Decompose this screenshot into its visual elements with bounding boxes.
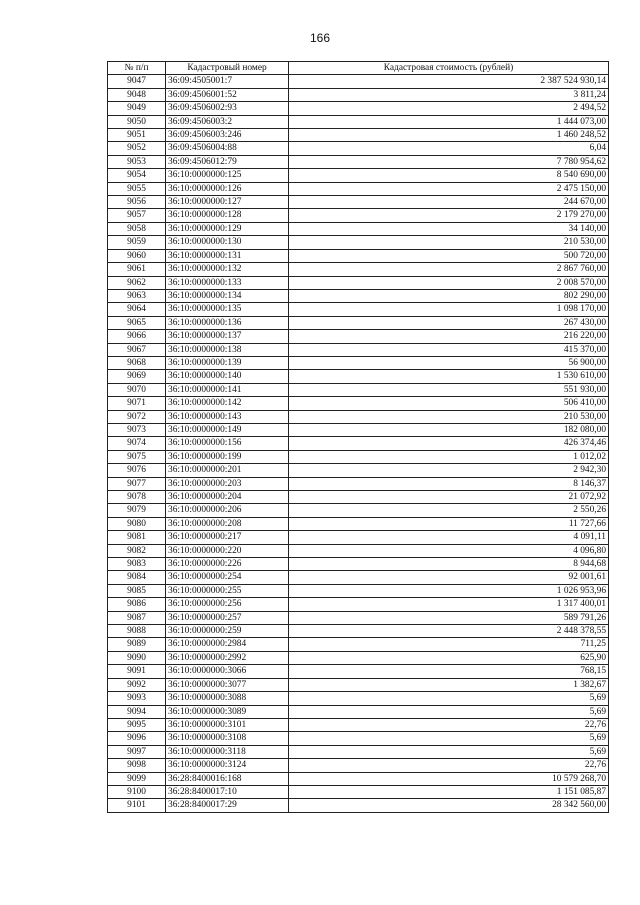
cadastral-number-cell: 36:10:0000000:3066 xyxy=(166,665,289,678)
table-row xyxy=(108,289,609,302)
cadastral-value-cell: 34 140,00 xyxy=(289,222,609,235)
row-number-cell: 9058 xyxy=(108,222,166,235)
row-number-cell: 9080 xyxy=(108,517,166,530)
cadastral-value-cell: 216 220,00 xyxy=(289,330,609,343)
cadastral-value-cell: 2 942,30 xyxy=(289,464,609,477)
cadastral-number-cell: 36:10:0000000:3108 xyxy=(166,732,289,745)
header-cadastral-value: Кадастровая стоимость (рублей) xyxy=(289,62,609,75)
cadastral-value-cell: 1 382,67 xyxy=(289,678,609,691)
cadastral-number-cell: 36:10:0000000:130 xyxy=(166,236,289,249)
cadastral-value-cell: 5,69 xyxy=(289,692,609,705)
cadastral-number-cell: 36:10:0000000:2984 xyxy=(166,638,289,651)
cadastral-value-cell: 506 410,00 xyxy=(289,397,609,410)
cadastral-number-cell: 36:09:4506003:2 xyxy=(166,115,289,128)
table-row xyxy=(108,772,609,785)
cadastral-number-cell: 36:09:4506012:79 xyxy=(166,155,289,168)
row-number-cell: 9059 xyxy=(108,236,166,249)
table-row xyxy=(108,370,609,383)
row-number-cell: 9064 xyxy=(108,303,166,316)
table-row xyxy=(108,584,609,597)
cadastral-value-cell: 3 811,24 xyxy=(289,88,609,101)
row-number-cell: 9079 xyxy=(108,504,166,517)
cadastral-value-cell: 22,76 xyxy=(289,718,609,731)
cadastral-value-cell: 92 001,61 xyxy=(289,571,609,584)
row-number-cell: 9091 xyxy=(108,665,166,678)
cadastral-value-cell: 56 900,00 xyxy=(289,356,609,369)
table-row xyxy=(108,182,609,195)
cadastral-value-cell: 6,04 xyxy=(289,142,609,155)
table-row xyxy=(108,330,609,343)
row-number-cell: 9100 xyxy=(108,785,166,798)
cadastral-number-cell: 36:10:0000000:199 xyxy=(166,450,289,463)
cadastral-value-cell: 8 146,37 xyxy=(289,477,609,490)
row-number-cell: 9068 xyxy=(108,356,166,369)
table-row xyxy=(108,638,609,651)
cadastral-value-cell: 4 091,11 xyxy=(289,531,609,544)
row-number-cell: 9051 xyxy=(108,129,166,142)
table-row xyxy=(108,437,609,450)
cadastral-value-cell: 802 290,00 xyxy=(289,289,609,302)
cadastral-number-cell: 36:10:0000000:208 xyxy=(166,517,289,530)
cadastral-value-cell: 5,69 xyxy=(289,745,609,758)
cadastral-value-cell: 768,15 xyxy=(289,665,609,678)
cadastral-value-cell: 8 540 690,00 xyxy=(289,169,609,182)
table-row xyxy=(108,423,609,436)
table-row xyxy=(108,142,609,155)
table-row xyxy=(108,236,609,249)
cadastral-number-cell: 36:10:0000000:142 xyxy=(166,397,289,410)
cadastral-number-cell: 36:09:4505001:7 xyxy=(166,75,289,88)
table-row xyxy=(108,504,609,517)
row-number-cell: 9072 xyxy=(108,410,166,423)
cadastral-number-cell: 36:10:0000000:133 xyxy=(166,276,289,289)
table-row xyxy=(108,249,609,262)
table-row xyxy=(108,410,609,423)
table-row xyxy=(108,678,609,691)
row-number-cell: 9095 xyxy=(108,718,166,731)
row-number-cell: 9047 xyxy=(108,75,166,88)
cadastral-number-cell: 36:10:0000000:254 xyxy=(166,571,289,584)
cadastral-value-cell: 28 342 560,00 xyxy=(289,799,609,812)
cadastral-number-cell: 36:10:0000000:139 xyxy=(166,356,289,369)
table-row xyxy=(108,263,609,276)
cadastral-number-cell: 36:10:0000000:131 xyxy=(166,249,289,262)
cadastral-number-cell: 36:10:0000000:140 xyxy=(166,370,289,383)
row-number-cell: 9056 xyxy=(108,196,166,209)
table-row xyxy=(108,611,609,624)
cadastral-value-cell: 1 460 248,52 xyxy=(289,129,609,142)
row-number-cell: 9073 xyxy=(108,423,166,436)
cadastral-number-cell: 36:10:0000000:138 xyxy=(166,343,289,356)
cadastral-number-cell: 36:10:0000000:3077 xyxy=(166,678,289,691)
row-number-cell: 9092 xyxy=(108,678,166,691)
cadastral-number-cell: 36:10:0000000:134 xyxy=(166,289,289,302)
table-row xyxy=(108,129,609,142)
row-number-cell: 9048 xyxy=(108,88,166,101)
cadastral-value-cell: 22,76 xyxy=(289,759,609,772)
cadastral-value-cell: 11 727,66 xyxy=(289,517,609,530)
row-number-cell: 9085 xyxy=(108,584,166,597)
table-row xyxy=(108,169,609,182)
cadastral-value-cell: 500 720,00 xyxy=(289,249,609,262)
table-row xyxy=(108,196,609,209)
cadastral-value-cell: 2 494,52 xyxy=(289,102,609,115)
cadastral-value-cell: 182 080,00 xyxy=(289,423,609,436)
row-number-cell: 9098 xyxy=(108,759,166,772)
cadastral-value-cell: 21 072,92 xyxy=(289,491,609,504)
table-row xyxy=(108,115,609,128)
row-number-cell: 9096 xyxy=(108,732,166,745)
cadastral-number-cell: 36:10:0000000:257 xyxy=(166,611,289,624)
cadastral-number-cell: 36:10:0000000:136 xyxy=(166,316,289,329)
table-row xyxy=(108,745,609,758)
table-row xyxy=(108,718,609,731)
table-row xyxy=(108,692,609,705)
cadastral-number-cell: 36:10:0000000:3118 xyxy=(166,745,289,758)
cadastral-number-cell: 36:09:4506003:246 xyxy=(166,129,289,142)
row-number-cell: 9099 xyxy=(108,772,166,785)
cadastral-number-cell: 36:10:0000000:204 xyxy=(166,491,289,504)
table-row xyxy=(108,759,609,772)
cadastral-number-cell: 36:10:0000000:220 xyxy=(166,544,289,557)
cadastral-value-cell: 1 026 953,96 xyxy=(289,584,609,597)
row-number-cell: 9078 xyxy=(108,491,166,504)
table-row xyxy=(108,665,609,678)
row-number-cell: 9089 xyxy=(108,638,166,651)
table-row xyxy=(108,558,609,571)
cadastral-value-table xyxy=(107,61,609,813)
cadastral-number-cell: 36:10:0000000:126 xyxy=(166,182,289,195)
cadastral-number-cell: 36:10:0000000:137 xyxy=(166,330,289,343)
table-row xyxy=(108,571,609,584)
cadastral-value-cell: 2 448 378,55 xyxy=(289,625,609,638)
cadastral-value-cell: 8 944,68 xyxy=(289,558,609,571)
page-number: 166 xyxy=(309,31,331,45)
cadastral-value-cell: 551 930,00 xyxy=(289,383,609,396)
row-number-cell: 9101 xyxy=(108,799,166,812)
table-row xyxy=(108,531,609,544)
row-number-cell: 9069 xyxy=(108,370,166,383)
row-number-cell: 9083 xyxy=(108,558,166,571)
cadastral-number-cell: 36:10:0000000:125 xyxy=(166,169,289,182)
row-number-cell: 9062 xyxy=(108,276,166,289)
table-row xyxy=(108,397,609,410)
cadastral-value-cell: 244 670,00 xyxy=(289,196,609,209)
cadastral-value-cell: 210 530,00 xyxy=(289,410,609,423)
cadastral-value-cell: 1 317 400,01 xyxy=(289,598,609,611)
cadastral-number-cell: 36:10:0000000:255 xyxy=(166,584,289,597)
row-number-cell: 9077 xyxy=(108,477,166,490)
table-row xyxy=(108,491,609,504)
cadastral-value-cell: 1 530 610,00 xyxy=(289,370,609,383)
cadastral-number-cell: 36:10:0000000:201 xyxy=(166,464,289,477)
cadastral-number-cell: 36:10:0000000:141 xyxy=(166,383,289,396)
row-number-cell: 9057 xyxy=(108,209,166,222)
row-number-cell: 9066 xyxy=(108,330,166,343)
cadastral-value-cell: 210 530,00 xyxy=(289,236,609,249)
row-number-cell: 9087 xyxy=(108,611,166,624)
row-number-cell: 9076 xyxy=(108,464,166,477)
table-row xyxy=(108,544,609,557)
cadastral-value-cell: 2 008 570,00 xyxy=(289,276,609,289)
row-number-cell: 9049 xyxy=(108,102,166,115)
cadastral-number-cell: 36:10:0000000:127 xyxy=(166,196,289,209)
row-number-cell: 9060 xyxy=(108,249,166,262)
row-number-cell: 9050 xyxy=(108,115,166,128)
cadastral-value-cell: 1 151 085,87 xyxy=(289,785,609,798)
table-row xyxy=(108,88,609,101)
row-number-cell: 9090 xyxy=(108,651,166,664)
row-number-cell: 9086 xyxy=(108,598,166,611)
row-number-cell: 9054 xyxy=(108,169,166,182)
table-row xyxy=(108,651,609,664)
table-row xyxy=(108,799,609,812)
row-number-cell: 9094 xyxy=(108,705,166,718)
table-row xyxy=(108,75,609,88)
cadastral-number-cell: 36:09:4506002:93 xyxy=(166,102,289,115)
cadastral-value-cell: 1 098 170,00 xyxy=(289,303,609,316)
cadastral-value-cell: 711,25 xyxy=(289,638,609,651)
table-header xyxy=(108,62,609,75)
table-row xyxy=(108,705,609,718)
cadastral-value-cell: 2 867 760,00 xyxy=(289,263,609,276)
cadastral-value-cell: 415 370,00 xyxy=(289,343,609,356)
row-number-cell: 9081 xyxy=(108,531,166,544)
header-row xyxy=(108,62,609,75)
table-row xyxy=(108,517,609,530)
row-number-cell: 9061 xyxy=(108,263,166,276)
cadastral-number-cell: 36:09:4506004:88 xyxy=(166,142,289,155)
table-row xyxy=(108,356,609,369)
cadastral-number-cell: 36:10:0000000:2992 xyxy=(166,651,289,664)
row-number-cell: 9063 xyxy=(108,289,166,302)
cadastral-value-cell: 2 550,26 xyxy=(289,504,609,517)
cadastral-value-cell: 2 179 270,00 xyxy=(289,209,609,222)
cadastral-number-cell: 36:10:0000000:3089 xyxy=(166,705,289,718)
table-row xyxy=(108,222,609,235)
cadastral-number-cell: 36:10:0000000:259 xyxy=(166,625,289,638)
row-number-cell: 9055 xyxy=(108,182,166,195)
header-row-number: № п/п xyxy=(108,62,166,75)
row-number-cell: 9071 xyxy=(108,397,166,410)
table-row xyxy=(108,464,609,477)
cadastral-number-cell: 36:10:0000000:156 xyxy=(166,437,289,450)
cadastral-number-cell: 36:10:0000000:3124 xyxy=(166,759,289,772)
table-row xyxy=(108,303,609,316)
cadastral-number-cell: 36:10:0000000:206 xyxy=(166,504,289,517)
table-body xyxy=(108,75,609,812)
row-number-cell: 9075 xyxy=(108,450,166,463)
table-row xyxy=(108,477,609,490)
cadastral-number-cell: 36:10:0000000:3101 xyxy=(166,718,289,731)
cadastral-number-cell: 36:28:8400017:10 xyxy=(166,785,289,798)
cadastral-value-cell: 1 444 073,00 xyxy=(289,115,609,128)
row-number-cell: 9088 xyxy=(108,625,166,638)
table-row xyxy=(108,732,609,745)
cadastral-number-cell: 36:10:0000000:143 xyxy=(166,410,289,423)
cadastral-number-cell: 36:10:0000000:135 xyxy=(166,303,289,316)
cadastral-value-cell: 10 579 268,70 xyxy=(289,772,609,785)
row-number-cell: 9052 xyxy=(108,142,166,155)
cadastral-value-cell: 2 387 524 930,14 xyxy=(289,75,609,88)
table-row xyxy=(108,383,609,396)
table-row xyxy=(108,598,609,611)
row-number-cell: 9097 xyxy=(108,745,166,758)
cadastral-number-cell: 36:28:8400016:168 xyxy=(166,772,289,785)
cadastral-number-cell: 36:10:0000000:203 xyxy=(166,477,289,490)
cadastral-number-cell: 36:10:0000000:149 xyxy=(166,423,289,436)
row-number-cell: 9082 xyxy=(108,544,166,557)
cadastral-number-cell: 36:10:0000000:132 xyxy=(166,263,289,276)
cadastral-number-cell: 36:10:0000000:129 xyxy=(166,222,289,235)
row-number-cell: 9084 xyxy=(108,571,166,584)
header-cadastral-number: Кадастровый номер xyxy=(166,62,289,75)
cadastral-value-cell: 4 096,80 xyxy=(289,544,609,557)
row-number-cell: 9053 xyxy=(108,155,166,168)
cadastral-value-cell: 426 374,46 xyxy=(289,437,609,450)
cadastral-number-cell: 36:28:8400017:29 xyxy=(166,799,289,812)
cadastral-value-cell: 2 475 150,00 xyxy=(289,182,609,195)
table-row xyxy=(108,785,609,798)
cadastral-value-cell: 1 012,02 xyxy=(289,450,609,463)
table-row xyxy=(108,343,609,356)
table-row xyxy=(108,209,609,222)
row-number-cell: 9067 xyxy=(108,343,166,356)
row-number-cell: 9065 xyxy=(108,316,166,329)
table-row xyxy=(108,276,609,289)
cadastral-number-cell: 36:10:0000000:3088 xyxy=(166,692,289,705)
table-row xyxy=(108,102,609,115)
cadastral-number-cell: 36:10:0000000:217 xyxy=(166,531,289,544)
cadastral-value-cell: 589 791,26 xyxy=(289,611,609,624)
cadastral-value-cell: 7 780 954,62 xyxy=(289,155,609,168)
cadastral-value-cell: 5,69 xyxy=(289,732,609,745)
row-number-cell: 9074 xyxy=(108,437,166,450)
row-number-cell: 9070 xyxy=(108,383,166,396)
cadastral-number-cell: 36:09:4506001:52 xyxy=(166,88,289,101)
table-row xyxy=(108,316,609,329)
cadastral-number-cell: 36:10:0000000:256 xyxy=(166,598,289,611)
table-row xyxy=(108,625,609,638)
row-number-cell: 9093 xyxy=(108,692,166,705)
cadastral-value-cell: 625,90 xyxy=(289,651,609,664)
cadastral-value-cell: 267 430,00 xyxy=(289,316,609,329)
cadastral-number-cell: 36:10:0000000:226 xyxy=(166,558,289,571)
table-row xyxy=(108,155,609,168)
cadastral-number-cell: 36:10:0000000:128 xyxy=(166,209,289,222)
cadastral-value-cell: 5,69 xyxy=(289,705,609,718)
table-row xyxy=(108,450,609,463)
